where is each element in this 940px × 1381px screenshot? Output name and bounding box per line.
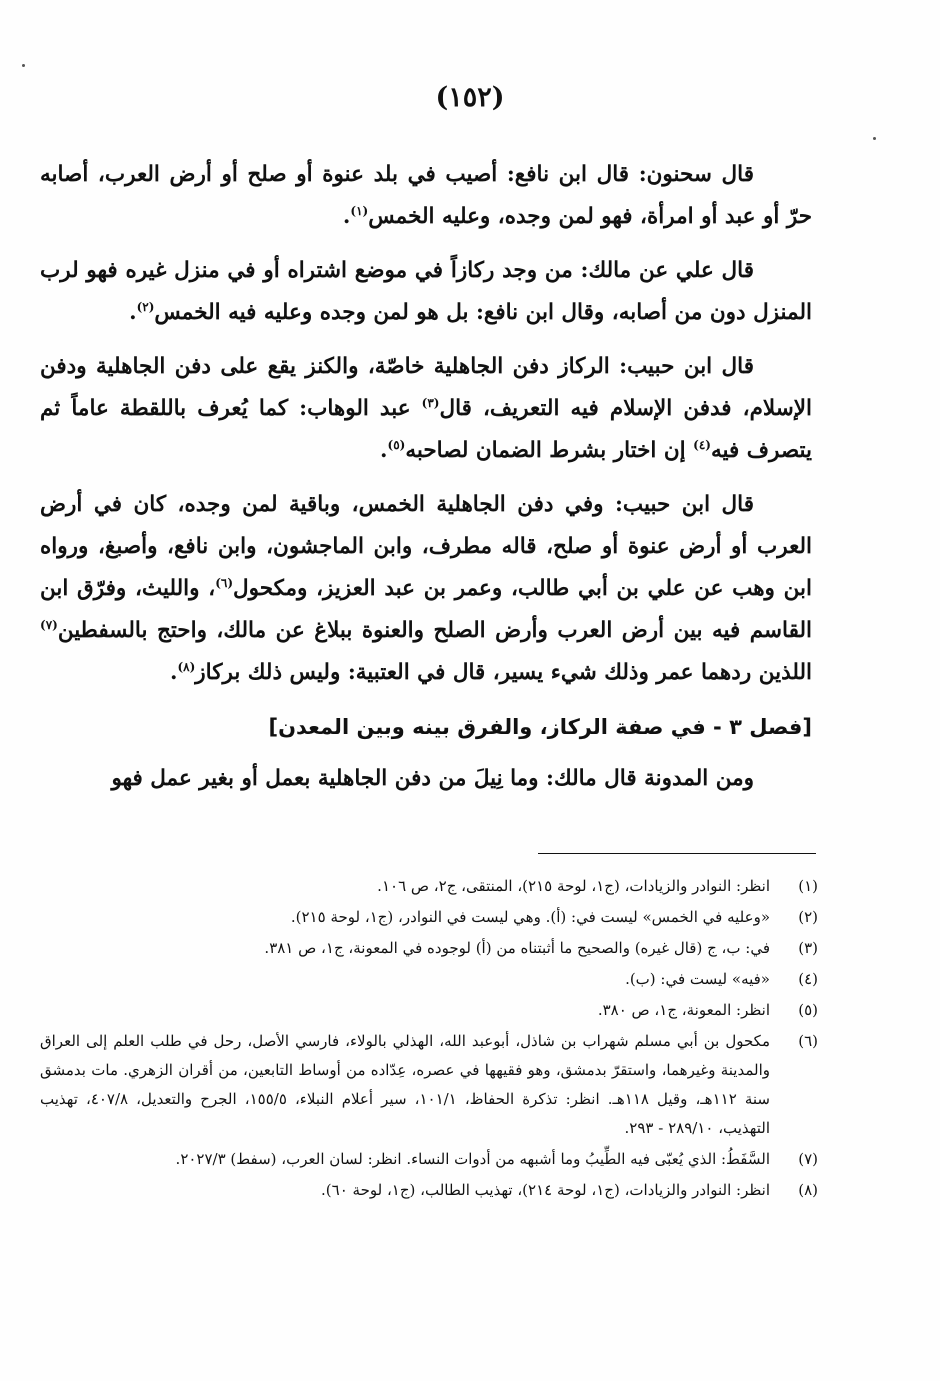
footnote-ref: (٢) — [136, 299, 155, 314]
paragraph — [40, 346, 812, 472]
footnote-ref: (٤) — [693, 437, 711, 452]
paragraph — [40, 484, 812, 694]
footnote-number: (٧) — [798, 1150, 818, 1168]
paragraph-end: . — [380, 438, 388, 463]
paragraph — [40, 250, 812, 334]
footnote-number: (٤) — [798, 970, 818, 988]
footnote-number: (٨) — [798, 1181, 818, 1199]
footnote — [40, 1176, 818, 1205]
footnote-ref: (١) — [350, 203, 369, 218]
footnote-number: (١) — [798, 877, 818, 895]
footnotes — [40, 872, 818, 1207]
footnote-ref: (٦) — [215, 575, 234, 590]
footnote — [40, 996, 818, 1025]
main-text — [40, 154, 812, 812]
footnote-ref: (٣) — [421, 395, 440, 410]
footnote-separator — [538, 853, 816, 854]
footnote-text: السَّفَطُ: الذي يُعبّى فيه الطِّيبُ وما أشبهه من أدوات النساء. انظر: لسان العرب، (سفط) ٢٠٢٧/٣. — [175, 1150, 770, 1168]
footnote — [40, 1145, 818, 1174]
paragraph — [40, 154, 812, 238]
footnote-number: (٣) — [798, 939, 818, 957]
paragraph-text: قال علي عن مالك: من وجد ركازاً في موضع اشتراه أو في منزل غيره فهو لرب المنزل دون من أصابه، وقال ابن نافع: بل هو لمن وجده وعليه فيه الخمس — [40, 258, 812, 325]
paragraph-text: قال سحنون: قال ابن نافع: أصيب في بلد عنوة أو صلح أو أرض العرب، أصابه حرّ أو عبد أو امرأة، فهو لمن وجده، وعليه الخمس — [40, 162, 812, 229]
paragraph-text: اللذين ردهما عمر وذلك شيء يسير، قال في العتبية: وليس ذلك بركاز — [195, 660, 812, 685]
paragraph-text: قال ابن حبيب: وفي دفن الجاهلية الخمس، وباقية لمن وجده، كان في أرض العرب أو أرض عنوة أو صلح، قاله مطرف، وابن الماجشون، وابن نافع، وأصبغ، ورواه ابن وهب عن علي بن أبي طالب، وعمر بن عبد العزيز، ومكحول — [40, 492, 812, 601]
footnote — [40, 903, 818, 932]
paragraph-text: إن اختار بشرط الضمان لصاحبه — [405, 438, 694, 463]
footnote-ref: (٥) — [387, 437, 406, 452]
paragraph-end: . — [342, 204, 351, 229]
paragraph-end: . — [129, 300, 137, 325]
paragraph-text: عبد الوهاب: كما يُعرف باللقطة عاماً ثم يتصرف فيه — [40, 396, 812, 463]
paragraph-end: . — [169, 660, 178, 685]
scan-speck — [873, 137, 876, 140]
footnote-text: في: ب، ج (قال غيره) والصحيح ما أثبتناه من (أ) لوجوده في المعونة، ج١، ص ٣٨١. — [264, 939, 770, 957]
footnote-text: انظر: النوادر والزيادات، (ج١، لوحة ٢١٤)، تهذيب الطالب، (ج١، لوحة ٦٠). — [321, 1181, 770, 1199]
footnote — [40, 872, 818, 901]
footnote-text: انظر: النوادر والزيادات، (ج١، لوحة ٢١٥)، المنتقى، ج٢، ص ١٠٦. — [377, 877, 770, 895]
footnote-text: «فيه» ليست في: (ب). — [625, 970, 770, 988]
footnote-number: (٥) — [798, 1001, 818, 1019]
footnote — [40, 1027, 818, 1143]
section-heading: [فصل ٣ - في صفة الركاز، والفرق بينه وبين المعدن] — [268, 715, 812, 739]
footnote — [40, 934, 818, 963]
scan-speck — [22, 64, 25, 67]
footnote-number: (٦) — [798, 1032, 818, 1050]
footnote-ref: (٨) — [177, 659, 196, 674]
footnote-text: مكحول بن أبي مسلم شهراب بن شاذل، أبوعبد الله، الهذلي بالولاء، فارسي الأصل، رحل في طلب العلم إلى العراق والمدينة وغيرهما، واستقرّ بدمشق، وهو فقيهها في عصره، عِدّاده من أوساط التابعين، من أقران الزهري. مات بدمشق سنة ١١٢هـ، وقيل ١١٨هـ. انظر: تذكرة الحفاظ، ١٠١/١، سير أعلام النبلاء، ١٥٥/٥، الجرح والتعديل، ٤٠٧/٨، تهذيب التهذيب، ٢٨٩/١٠ - ٢٩٣. — [40, 1032, 770, 1137]
footnote-text: انظر: المعونة، ج١، ص ٣٨٠. — [597, 1001, 770, 1019]
footnote — [40, 965, 818, 994]
paragraph-text: ، والليث، وفرّق ابن القاسم فيه بين أرض العرب وأرض الصلح والعنوة ببلاغ عن مالك، واحتج بالسفطين — [40, 576, 812, 643]
paragraph-text: قال ابن حبيب: الركاز دفن الجاهلية خاصّة، والكنز يقع على دفن الجاهلية ودفن الإسلام، فدفن الإسلام فيه التعريف، قال — [40, 354, 812, 421]
footnote-number: (٢) — [798, 908, 818, 926]
paragraph: ومن المدونة قال مالك: وما نِيلَ من دفن الجاهلية بعمل أو بغير عمل فهو — [111, 766, 754, 791]
footnote-ref: (٧) — [40, 617, 58, 632]
footnote-text: «وعليه في الخمس» ليست في: (أ). وهي ليست في النوادر، (ج١، لوحة ٢١٥). — [290, 908, 770, 926]
page-number: (١٥٢) — [435, 82, 505, 113]
